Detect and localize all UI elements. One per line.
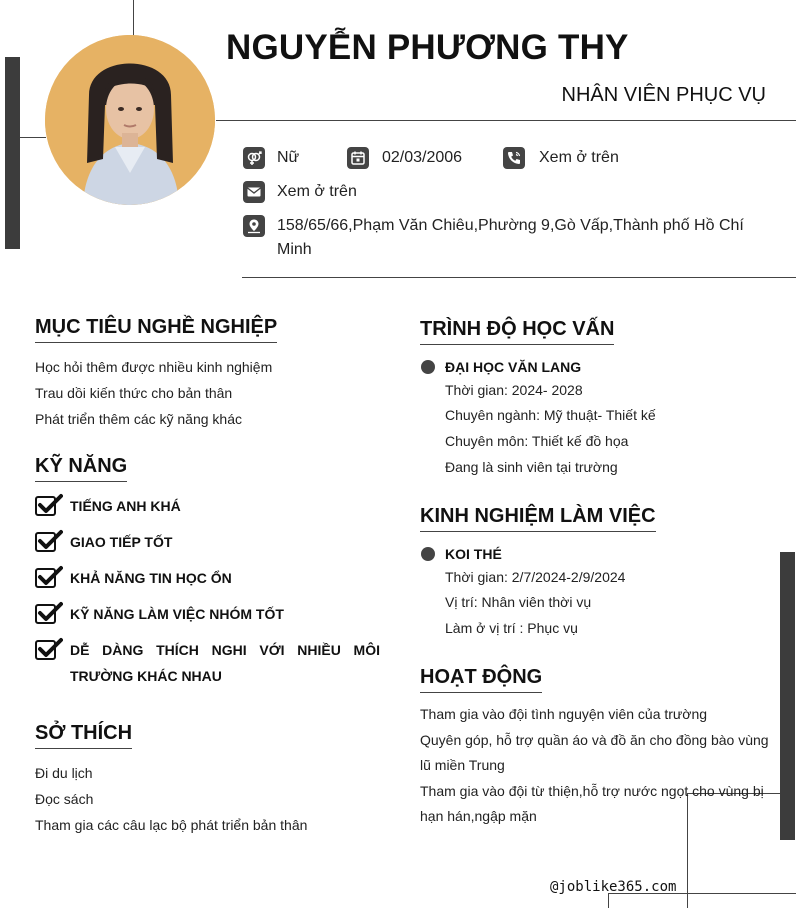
hobbies-title: SỞ THÍCH (35, 722, 132, 749)
hobby-item: Đọc sách (35, 791, 94, 807)
hobby-item: Tham gia các câu lạc bộ phát triển bản thân (35, 817, 308, 833)
checkbox-checked-icon (35, 529, 63, 553)
corner-line-v2 (608, 893, 609, 908)
checkbox-checked-icon (35, 493, 63, 517)
checkbox-checked-icon (35, 565, 63, 589)
activities-list (420, 702, 770, 830)
skill-item (35, 601, 284, 627)
experience-line: Làm ở vị trí : Phục vụ (445, 620, 578, 636)
education-line: Chuyên ngành: Mỹ thuật- Thiết kế (445, 407, 656, 423)
checkbox-checked-icon (35, 637, 63, 661)
mail-icon (243, 181, 265, 203)
skill-label: TIẾNG ANH KHÁ (70, 498, 181, 514)
experience-title: KINH NGHIỆM LÀM VIỆC (420, 505, 656, 532)
skill-item (35, 637, 380, 689)
location-icon (243, 215, 265, 237)
experience-line: Vị trí: Nhân viên thời vụ (445, 594, 592, 610)
skill-label: KỸ NĂNG LÀM VIỆC NHÓM TỐT (70, 606, 284, 622)
education-bullet (421, 360, 435, 374)
email-value: Xem ở trên (277, 183, 357, 200)
candidate-role: NHÂN VIÊN PHỤC VỤ (561, 84, 766, 106)
experience-bullet (421, 547, 435, 561)
education-line: Thời gian: 2024- 2028 (445, 382, 583, 398)
contact-divider (242, 277, 796, 278)
dob-value: 02/03/2006 (382, 149, 463, 166)
top-vertical-line (133, 0, 134, 36)
skills-title: KỸ NĂNG (35, 455, 127, 482)
activities-title: HOẠT ĐỘNG (420, 666, 542, 693)
education-line: Đang là sinh viên tại trường (445, 459, 618, 475)
education-title: TRÌNH ĐỘ HỌC VẤN (420, 318, 614, 345)
education-line: Chuyên môn: Thiết kế đồ họa (445, 433, 629, 449)
education-school: ĐẠI HỌC VĂN LANG (445, 359, 582, 375)
footer-watermark: @joblike365.com (550, 879, 677, 895)
skill-item (35, 493, 181, 519)
objective-item: Phát triển thêm các kỹ năng khác (35, 411, 242, 427)
address-value: 158/65/66,Phạm Văn Chiêu,Phường 9,Gò Vấp,Thành phố Hồ Chí Minh (277, 217, 744, 258)
activity-item: Tham gia vào đội từ thiện,hỗ trợ nước ngọt cho vùng bị hạn hán,ngập mặn (420, 782, 764, 825)
skill-label: GIAO TIẾP TỐT (70, 534, 173, 550)
activity-item: Tham gia vào đội tình nguyện viên của trường (420, 706, 708, 722)
objective-item: Học hỏi thêm được nhiều kinh nghiệm (35, 359, 273, 375)
experience-line: Thời gian: 2/7/2024-2/9/2024 (445, 569, 626, 585)
objective-title: MỤC TIÊU NGHỀ NGHIỆP (35, 316, 277, 343)
objective-item: Trau dồi kiến thức cho bản thân (35, 385, 233, 401)
gender-value: Nữ (277, 149, 300, 166)
header-divider (216, 120, 796, 121)
skill-item (35, 529, 172, 555)
left-accent-bar (5, 57, 20, 249)
phone-value: Xem ở trên (539, 149, 619, 166)
experience-company: KOI THÉ (445, 546, 502, 562)
candidate-name: NGUYỄN PHƯƠNG THY (226, 28, 629, 67)
skill-label: DỄ DÀNG THÍCH NGHI VỚI NHIỀU MÔI TRƯỜNG KHÁC NHAU (70, 642, 380, 684)
hobby-item: Đi du lịch (35, 765, 93, 781)
avatar (45, 35, 215, 205)
left-horizontal-line (20, 137, 46, 138)
gender-icon (243, 147, 265, 169)
skill-label: KHẢ NĂNG TIN HỌC ỔN (70, 570, 232, 586)
skill-item (35, 565, 232, 591)
phone-icon (503, 147, 525, 169)
calendar-icon (347, 147, 369, 169)
right-accent-bar (780, 552, 795, 840)
activity-item: Quyên góp, hỗ trợ quần áo và đồ ăn cho đồng bào vùng lũ miền Trung (420, 731, 769, 774)
checkbox-checked-icon (35, 601, 63, 625)
